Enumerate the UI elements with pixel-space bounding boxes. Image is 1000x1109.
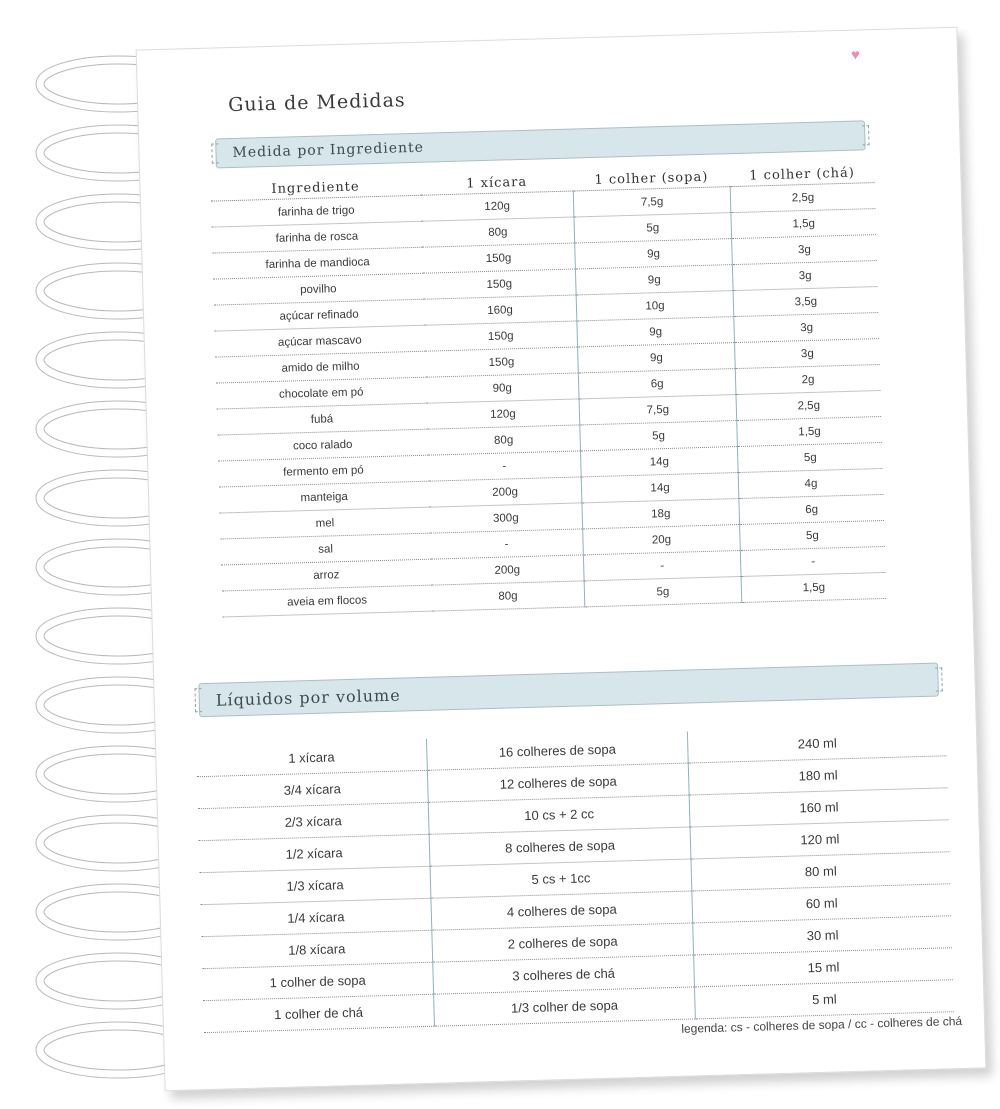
table-cell: 120 ml (690, 820, 949, 859)
table-cell: 16 colheres de sopa (426, 732, 688, 771)
table-cell: 5g (580, 421, 738, 451)
table-cell: 1 colher de sopa (202, 962, 433, 1000)
table-cell: 3g (735, 339, 880, 369)
table-cell: açúcar mascavo (215, 325, 426, 357)
table-cell: 5 cs + 1cc (430, 859, 692, 898)
table-cell: 150g (422, 243, 575, 273)
liquids-section-banner (198, 663, 939, 718)
table-cell: 120g (427, 399, 580, 429)
table-cell: - (583, 550, 741, 580)
table-cell: fermento em pó (218, 455, 429, 487)
table-cell: 1/8 xícara (201, 930, 432, 968)
table-cell: 150g (423, 269, 576, 299)
table-cell: 300g (430, 503, 583, 533)
table-cell: 5g (574, 213, 732, 243)
table-cell: arroz (221, 559, 432, 591)
table-cell: 3g (732, 261, 877, 291)
table-cell: 2,5g (730, 183, 875, 213)
table-cell: 200g (431, 555, 584, 585)
table-cell: 120g (421, 191, 574, 221)
table-cell: amido de milho (215, 351, 426, 383)
table-cell: fubá (217, 403, 428, 435)
table-cell: 8 colheres de sopa (429, 827, 691, 866)
table-cell: açúcar refinado (214, 299, 425, 331)
table-cell: 1/4 xícara (201, 898, 432, 936)
liquids-section-heading: Líquidos por volume (215, 685, 401, 710)
table-cell: - (740, 546, 885, 576)
table-cell: - (430, 529, 583, 559)
table-cell: 1/2 xícara (199, 834, 430, 872)
column-header: 1 xícara (420, 159, 573, 196)
table-cell: 9g (575, 265, 733, 295)
table-cell: 3 colheres de chá (433, 955, 695, 994)
ingredient-section-heading: Medida por Ingrediente (232, 139, 425, 162)
table-cell: - (428, 451, 581, 481)
table-cell: 1/3 colher de sopa (434, 987, 696, 1026)
table-cell: 5g (740, 520, 885, 550)
table-cell: 160g (424, 295, 577, 325)
table-cell: povilho (213, 273, 424, 305)
table-cell: 9g (578, 343, 736, 373)
table-cell: 7,5g (579, 395, 737, 425)
table-cell: 3,5g (733, 287, 878, 317)
table-cell: farinha de rosca (212, 221, 423, 253)
table-cell: 3/4 xícara (197, 770, 428, 808)
table-cell: chocolate em pó (216, 377, 427, 409)
table-cell: 9g (577, 317, 735, 347)
table-cell: 2,5g (736, 391, 881, 421)
table-cell: 150g (424, 321, 577, 351)
table-cell: 3g (734, 313, 879, 343)
table-cell: 200g (429, 477, 582, 507)
table-cell: sal (220, 533, 431, 565)
table-cell: 80g (432, 581, 585, 611)
table-cell: 3g (732, 235, 877, 265)
table-cell: 18g (582, 499, 740, 529)
table-cell: 20g (583, 524, 741, 554)
table-cell: 10g (576, 291, 734, 321)
table-cell: 180 ml (688, 756, 947, 795)
table-cell: 15 ml (694, 948, 953, 987)
table-cell: 80g (427, 425, 580, 455)
table-cell: 2g (735, 365, 880, 395)
table-cell: 1/3 xícara (200, 866, 431, 904)
table-cell: manteiga (219, 481, 430, 513)
table-cell: 1 xícara (196, 739, 427, 777)
ingredient-table (210, 150, 886, 617)
table-cell: 1,5g (741, 572, 886, 602)
table-cell: 4 colheres de sopa (431, 891, 693, 930)
table-cell: 6g (739, 494, 884, 524)
column-header: 1 colher (chá) (729, 150, 874, 187)
table-cell: mel (220, 507, 431, 539)
table-cell: farinha de mandioca (212, 247, 423, 279)
legend-note: legenda: cs - colheres de sopa / cc - colheres de chá (681, 1013, 963, 1036)
table-cell: aveia em flocos (222, 585, 433, 617)
table-cell: 7,5g (573, 187, 731, 217)
table-cell: 80 ml (691, 852, 950, 891)
table-cell: 60 ml (692, 884, 951, 923)
table-cell: 12 colheres de sopa (427, 763, 689, 802)
table-cell: farinha de trigo (211, 195, 422, 227)
table-cell: 30 ml (693, 916, 952, 955)
table-cell: 5 ml (695, 980, 954, 1019)
table-cell: 1,5g (731, 209, 876, 239)
page-title: Guia de Medidas (227, 89, 406, 117)
table-cell: 1 colher de chá (203, 994, 434, 1032)
table-cell: 1,5g (737, 417, 882, 447)
heart-icon: ♥ (850, 46, 861, 64)
table-cell: 5g (737, 442, 882, 472)
table-cell: 80g (422, 217, 575, 247)
table-cell: coco ralado (217, 429, 428, 461)
table-cell: 2 colheres de sopa (432, 923, 694, 962)
table-cell: 6g (578, 369, 736, 399)
table-cell: 10 cs + 2 cc (428, 795, 690, 834)
table-cell: 160 ml (689, 788, 948, 827)
column-header: Ingrediente (210, 163, 421, 201)
table-cell: 240 ml (687, 724, 946, 763)
table-cell: 2/3 xícara (198, 802, 429, 840)
liquids-table (196, 724, 954, 1033)
table-cell: 150g (425, 347, 578, 377)
table-cell: 14g (580, 447, 738, 477)
notebook-page (136, 27, 987, 1092)
table-cell: 5g (584, 576, 742, 606)
table-cell: 90g (426, 373, 579, 403)
table-cell: 14g (581, 473, 739, 503)
table-cell: 9g (575, 239, 733, 269)
table-cell: 4g (738, 468, 883, 498)
column-header: 1 colher (sopa) (572, 154, 730, 191)
